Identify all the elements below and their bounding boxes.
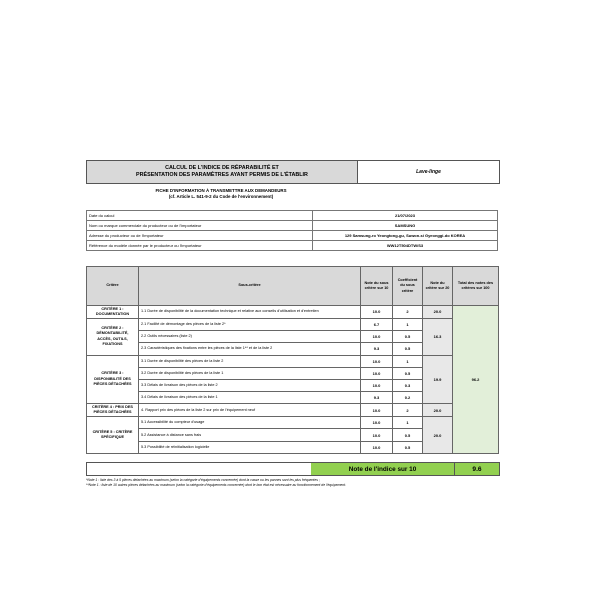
final-score-value: 9.6: [454, 463, 499, 475]
sub-criterion-coefficient: 0.5: [393, 441, 423, 453]
criterion-note: 19.9: [423, 355, 453, 404]
sub-criterion-note: 9.3: [361, 392, 393, 404]
criterion-name: CRITÈRE 1 : DOCUMENTATION: [87, 306, 139, 319]
document-header: [86, 160, 500, 184]
final-score-label: Note de l'indice sur 10: [311, 463, 454, 475]
sub-criterion-note: 10.0: [361, 379, 393, 391]
info-value: WW12T504DTW/S3: [313, 241, 498, 251]
table-row: [87, 306, 499, 319]
col-note-sous-critere: Note du sous critère sur 10: [361, 267, 393, 306]
sub-criterion-coefficient: 0.5: [393, 331, 423, 343]
sub-criterion-label: 3.2 Durée de disponibilité des pièces de la liste 1: [139, 367, 361, 379]
sub-criterion-label: 2.1 Facilité de démontage des pièces de la liste 2*: [139, 318, 361, 330]
header-title-line2: PRÉSENTATION DES PARAMÈTRES AYANT PERMIS DE L'ÉTABLIR: [136, 172, 308, 178]
fiche-info-heading: [86, 188, 356, 201]
fiche-line2: (cf. Article L. 541-9-2 du Code de l'environnement): [168, 194, 274, 200]
criterion-note: 20.0: [423, 417, 453, 454]
sub-criterion-label: 1.1 Durée de disponibilité de la documentation technique et relative aux conseils d'utilisation et d'entretien: [139, 306, 361, 319]
info-value: 129 Samsung-ro Yeongtong-gu, Suwon-si Gyeonggi-do KOREA: [313, 231, 498, 241]
sub-criterion-note: 10.0: [361, 404, 393, 417]
table-row: [87, 355, 499, 367]
sub-criterion-label: 5.1 Accessibilité du compteur d'usage: [139, 417, 361, 429]
info-row: [87, 231, 498, 241]
sub-criterion-note: 10.0: [361, 441, 393, 453]
product-type: Lave-linge: [416, 169, 441, 175]
sub-criterion-coefficient: 0.5: [393, 343, 423, 355]
sub-criterion-coefficient: 1: [393, 417, 423, 429]
sub-criterion-coefficient: 2: [393, 404, 423, 417]
footnote-2: **Note 1 : liste de 10 autres pièces détachées au maximum (selon la catégorie d'équipements concernée) dont le bon état est nécessaire au fonctionnement de l'équipement.: [86, 483, 347, 488]
sub-criterion-note: 9.3: [361, 343, 393, 355]
col-sous-critere: Sous-critère: [139, 267, 361, 306]
fiche-line1: FICHE D'INFORMATION À TRANSMETTRE AUX DEMANDEURS: [155, 188, 287, 193]
sub-criterion-coefficient: 0.5: [393, 367, 423, 379]
table-row: [87, 404, 499, 417]
sub-criterion-note: 10.0: [361, 417, 393, 429]
total-score: 96.2: [453, 306, 499, 454]
criterion-name: CRITÈRE 2 : DÉMONTABILITÉ, ACCÈS, OUTILS, FIXATIONS: [87, 318, 139, 355]
sub-criterion-label: 3.1 Durée de disponibilité des pièces de la liste 2: [139, 355, 361, 367]
sub-criterion-coefficient: 1: [393, 318, 423, 330]
footnotes: [86, 478, 506, 489]
sub-criterion-coefficient: 1: [393, 355, 423, 367]
info-value: SAMSUNG: [313, 221, 498, 231]
info-label: Date du calcul: [87, 211, 313, 221]
sub-criterion-note: 10.0: [361, 306, 393, 319]
sub-criterion-note: 10.0: [361, 367, 393, 379]
sub-criterion-label: 2.3 Caractéristiques des fixations entre les pièces de la liste 1** et de la liste 2: [139, 343, 361, 355]
info-label: Référence du modèle donnée par le producteur ou l'importateur: [87, 241, 313, 251]
col-total: Total des notes des critères sur 100: [453, 267, 499, 306]
sub-criterion-coefficient: 0.3: [393, 379, 423, 391]
sub-criterion-coefficient: 0.5: [393, 429, 423, 441]
sub-criterion-label: 3.4 Délais de livraison des pièces de la liste 1: [139, 392, 361, 404]
col-note-critere: Note du critère sur 20: [423, 267, 453, 306]
criterion-note: 20.0: [423, 404, 453, 417]
sub-criterion-label: 4. Rapport prix des pièces de la liste 2 sur prix de l'équipement neuf: [139, 404, 361, 417]
sub-criterion-note: 10.0: [361, 355, 393, 367]
score-table: [86, 266, 499, 454]
info-row: [87, 221, 498, 231]
footnote-1: *Note 1 : liste des 3 à 5 pièces détachées au maximum (selon la catégorie d'équipements concernée) dont la casse ou les pannes sont les plus fréquentes ;: [86, 478, 320, 482]
info-row: [87, 241, 498, 251]
sub-criterion-note: 6.7: [361, 318, 393, 330]
table-row: [87, 318, 499, 330]
info-table: [86, 210, 498, 251]
final-blank: [87, 463, 311, 475]
final-score-bar: [86, 462, 500, 476]
table-row: [87, 417, 499, 429]
criterion-name: CRITÈRE 4 : PRIX DES PIÈCES DÉTACHÉES: [87, 404, 139, 417]
col-critere: Critère: [87, 267, 139, 306]
sub-criterion-note: 10.0: [361, 429, 393, 441]
criterion-note: 20.0: [423, 306, 453, 319]
info-label: Adresse du producteur ou de l'importateur: [87, 231, 313, 241]
sub-criterion-label: 5.2 Assistance à distance sans frais: [139, 429, 361, 441]
sub-criterion-coefficient: 2: [393, 306, 423, 319]
info-row: [87, 211, 498, 221]
info-value: 21/07/2023: [313, 211, 498, 221]
sub-criterion-label: 5.3 Possibilité de réinitialisation logicielle: [139, 441, 361, 453]
header-title: [87, 161, 358, 183]
sub-criterion-label: 3.3 Délais de livraison des pièces de la liste 2: [139, 379, 361, 391]
criterion-name: CRITÈRE 5 : CRITÈRE SPÉCIFIQUE: [87, 417, 139, 454]
sub-criterion-coefficient: 0.2: [393, 392, 423, 404]
sub-criterion-note: 10.0: [361, 331, 393, 343]
info-label: Nom ou marque commerciale du producteur ou de l'importateur: [87, 221, 313, 231]
criterion-name: CRITÈRE 3 : DISPONIBILITÉ DES PIÈCES DÉTACHÉES: [87, 355, 139, 404]
col-coefficient: Coefficient du sous critère: [393, 267, 423, 306]
header-title-line1: CALCUL DE L'INDICE DE RÉPARABILITÉ ET: [165, 164, 279, 171]
sub-criterion-label: 2.2 Outils nécessaires (liste 2): [139, 331, 361, 343]
criterion-note: 16.3: [423, 318, 453, 355]
